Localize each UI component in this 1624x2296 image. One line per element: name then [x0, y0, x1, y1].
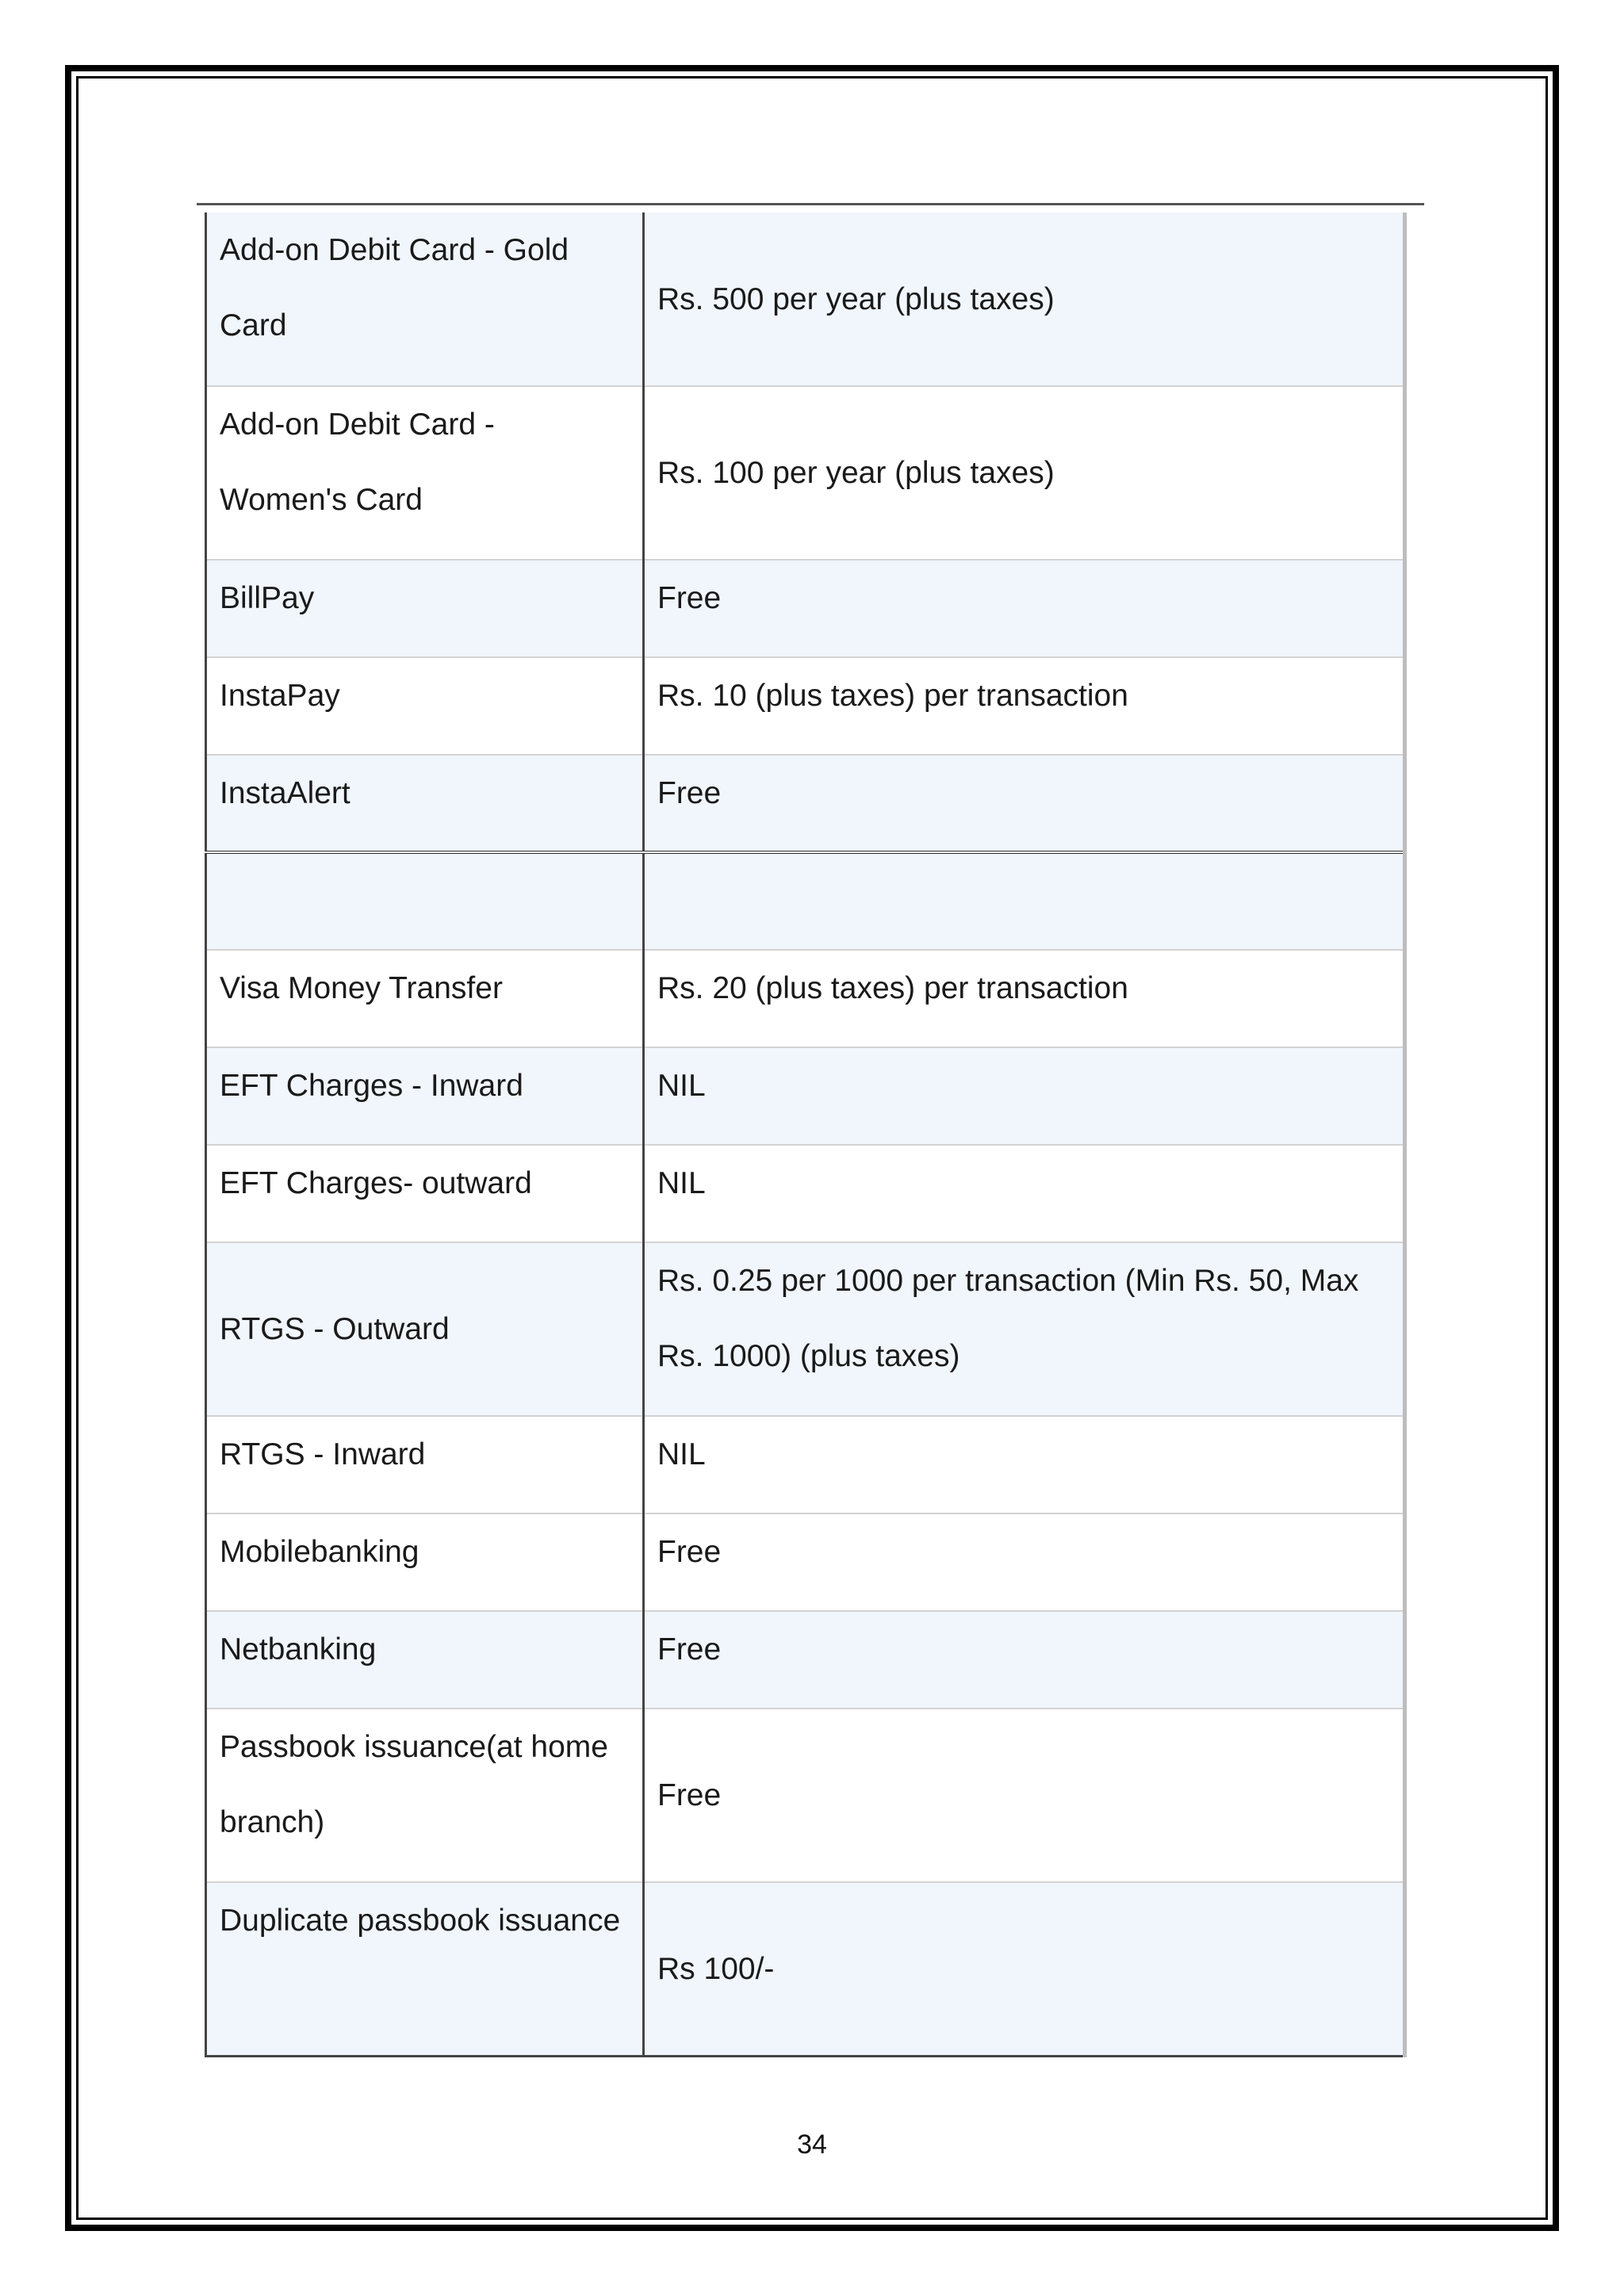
row-value: Free: [644, 1513, 1405, 1611]
table-row: [206, 212, 1405, 386]
row-value: Free: [644, 1611, 1405, 1709]
row-value: Free: [644, 755, 1405, 852]
header-rule: [197, 203, 1424, 205]
row-value: Rs. 0.25 per 1000 per transaction (Min Rs. 50, Max Rs. 1000) (plus taxes): [644, 1242, 1405, 1416]
row-value: Rs. 100 per year (plus taxes): [644, 386, 1405, 560]
table-row: [206, 1242, 1405, 1416]
table-row: [206, 755, 1405, 852]
table-row: [206, 1416, 1405, 1513]
row-value: NIL: [644, 1047, 1405, 1145]
table-row: [206, 1882, 1405, 2056]
table-row: [206, 1709, 1405, 1882]
row-label: Add-on Debit Card - Gold Card: [206, 212, 644, 386]
table-row: [206, 1513, 1405, 1611]
row-value: Rs. 20 (plus taxes) per transaction: [644, 950, 1405, 1047]
row-label: BillPay: [206, 560, 644, 657]
row-value: [644, 852, 1405, 950]
row-label: Netbanking: [206, 1611, 644, 1709]
row-label: RTGS - Inward: [206, 1416, 644, 1513]
table-row: [206, 1611, 1405, 1709]
row-label: InstaPay: [206, 657, 644, 755]
table-row: [206, 386, 1405, 560]
row-label: Add-on Debit Card - Women's Card: [206, 386, 644, 560]
row-label: RTGS - Outward: [206, 1242, 644, 1416]
row-label: Passbook issuance(at home branch): [206, 1709, 644, 1882]
row-label: InstaAlert: [206, 755, 644, 852]
table-row-empty: [206, 852, 1405, 950]
row-label: Duplicate passbook issuance: [206, 1882, 644, 2056]
row-value: Rs 100/-: [644, 1882, 1405, 2056]
row-label: Visa Money Transfer: [206, 950, 644, 1047]
row-value: Free: [644, 1709, 1405, 1882]
row-label: Mobilebanking: [206, 1513, 644, 1611]
row-value: NIL: [644, 1416, 1405, 1513]
row-label: EFT Charges - Inward: [206, 1047, 644, 1145]
table-row: [206, 560, 1405, 657]
row-value: Rs. 10 (plus taxes) per transaction: [644, 657, 1405, 755]
row-value: Free: [644, 560, 1405, 657]
table-row: [206, 657, 1405, 755]
table-row: [206, 1047, 1405, 1145]
table-row: [206, 1145, 1405, 1242]
page-number: 34: [797, 2130, 827, 2160]
row-value: Rs. 500 per year (plus taxes): [644, 212, 1405, 386]
row-value: NIL: [644, 1145, 1405, 1242]
fee-table: [205, 212, 1407, 2057]
table-row: [206, 950, 1405, 1047]
row-label: EFT Charges- outward: [206, 1145, 644, 1242]
row-label: [206, 852, 644, 950]
